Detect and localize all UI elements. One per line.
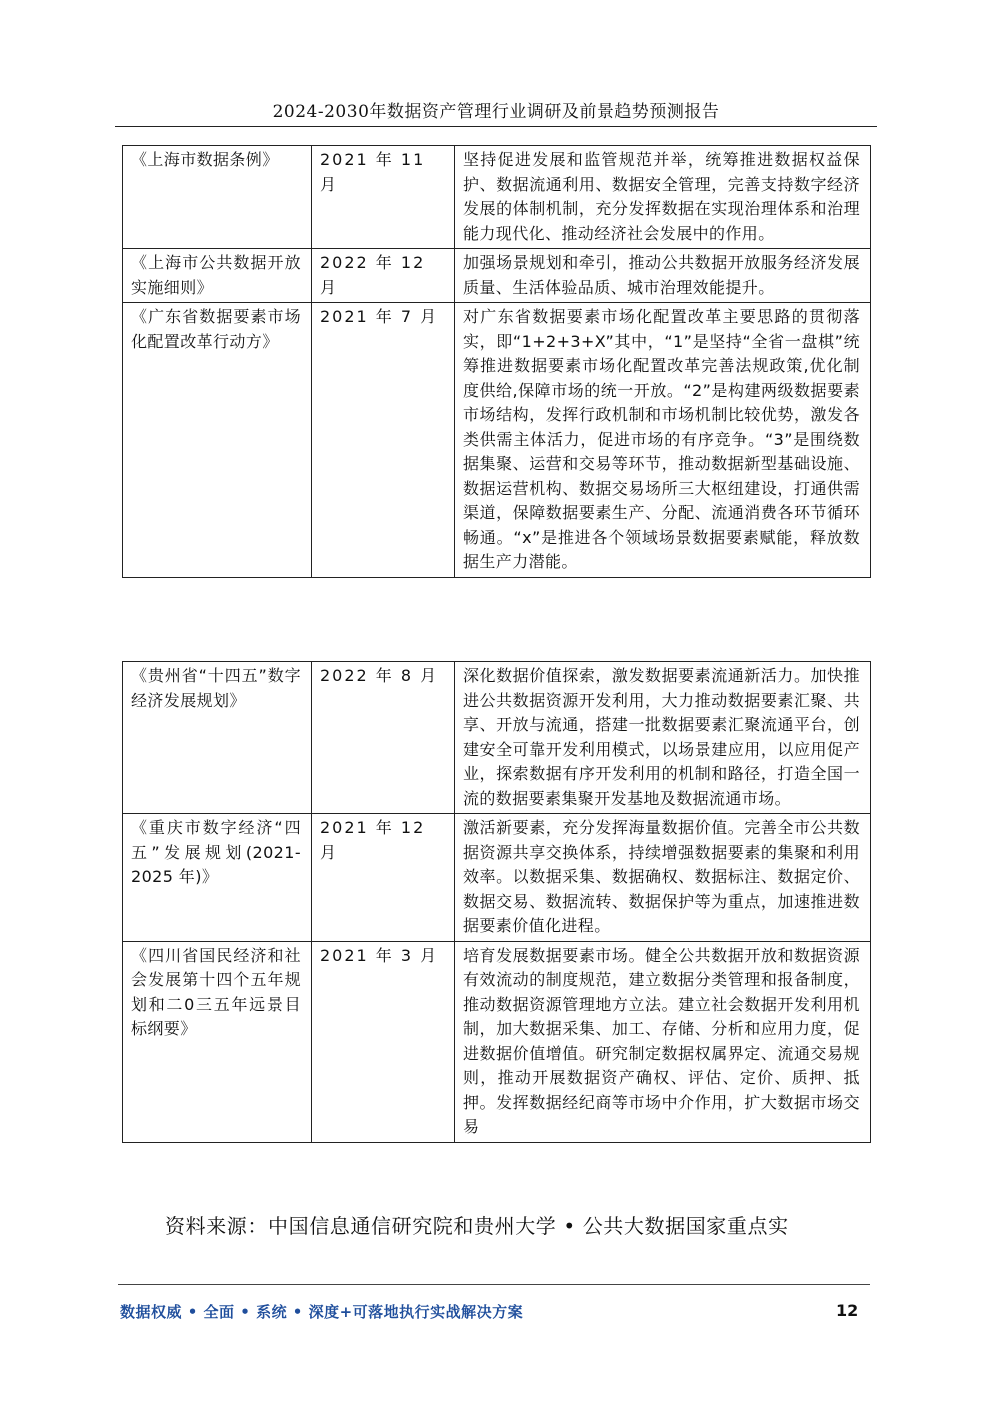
policy-name-cell: 《重庆市数字经济“四五”发展规划(2021-2025 年)》 bbox=[123, 814, 312, 942]
page-header-title: 2024-2030年数据资产管理行业调研及前景趋势预测报告 bbox=[272, 102, 720, 122]
policy-date-cell: 2021 年 7 月 bbox=[312, 303, 455, 578]
table-row bbox=[123, 303, 871, 578]
table-row bbox=[123, 146, 871, 249]
policy-table-part-2 bbox=[122, 661, 871, 1143]
header-divider bbox=[115, 126, 877, 127]
footer-divider bbox=[118, 1284, 870, 1285]
policy-name-cell: 《贵州省“十四五”数字经济发展规划》 bbox=[123, 662, 312, 814]
policy-description-cell: 加强场景规划和牵引，推动公共数据开放服务经济发展质量、生活体验品质、城市治理效能提升。 bbox=[455, 249, 871, 303]
policy-description-cell: 激活新要素，充分发挥海量数据价值。完善全市公共数据资源共享交换体系，持续增强数据要素的集聚和利用效率。以数据采集、数据确权、数据标注、数据定价、数据交易、数据流转、数据保护等为重点，加速推进数据要素价值化进程。 bbox=[455, 814, 871, 942]
policy-date-cell: 2021 年 3 月 bbox=[312, 941, 455, 1142]
table-row bbox=[123, 941, 871, 1142]
policy-name-cell: 《上海市数据条例》 bbox=[123, 146, 312, 249]
page-number: 12 bbox=[836, 1301, 859, 1320]
policy-name-cell: 《上海市公共数据开放实施细则》 bbox=[123, 249, 312, 303]
policy-date-cell: 2021 年 11 月 bbox=[312, 146, 455, 249]
policy-date-cell: 2022 年 8 月 bbox=[312, 662, 455, 814]
policy-description-cell: 坚持促进发展和监管规范并举，统筹推进数据权益保护、数据流通利用、数据安全管理，完善支持数字经济发展的体制机制，充分发挥数据在实现治理体系和治理能力现代化、推动经济社会发展中的作用。 bbox=[455, 146, 871, 249]
policy-name-cell: 《广东省数据要素市场化配置改革行动方》 bbox=[123, 303, 312, 578]
policy-date-cell: 2022 年 12 月 bbox=[312, 249, 455, 303]
footer-slogan: 数据权威 • 全面 • 系统 • 深度+可落地执行实战解决方案 bbox=[120, 1303, 524, 1321]
policy-description-cell: 对广东省数据要素市场化配置改革主要思路的贯彻落实，即“1+2+3+X”其中，“1”是坚持“全省一盘棋”统筹推进数据要素市场化配置改革完善法规政策,优化制度供给,保障市场的统一开放。“2”是构建两级数据要素市场结构，发挥行政机制和市场机制比较优势，激发各类供需主体活力，促进市场的有序竞争。“3”是围绕数据集聚、运营和交易等环节，推动数据新型基础设施、数据运营机构、数据交易场所三大枢纽建设，打通供需渠道，保障数据要素生产、分配、流通消费各环节循环畅通。“x”是推进各个领域场景数据要素赋能，释放数据生产力潜能。 bbox=[455, 303, 871, 578]
policy-table-part-1 bbox=[122, 145, 871, 578]
policy-description-cell: 深化数据价值探索，激发数据要素流通新活力。加快推进公共数据资源开发利用，大力推动数据要素汇聚、共享、开放与流通，搭建一批数据要素汇聚流通平台，创建安全可靠开发利用模式，以场景建应用，以应用促产业，探索数据有序开发利用的机制和路径，打造全国一流的数据要素集聚开发基地及数据流通市场。 bbox=[455, 662, 871, 814]
table-row bbox=[123, 249, 871, 303]
table-row bbox=[123, 662, 871, 814]
policy-date-cell: 2021 年 12 月 bbox=[312, 814, 455, 942]
table-row bbox=[123, 814, 871, 942]
policy-name-cell: 《四川省国民经济和社会发展第十四个五年规划和二0三五年远景目标纲要》 bbox=[123, 941, 312, 1142]
source-note: 资料来源：中国信息通信研究院和贵州大学 • 公共大数据国家重点实 bbox=[165, 1214, 789, 1238]
policy-description-cell: 培育发展数据要素市场。健全公共数据开放和数据资源有效流动的制度规范，建立数据分类管理和报备制度，推动数据资源管理地方立法。建立社会数据开发利用机制，加大数据采集、加工、存储、分析和应用力度，促进数据价值增值。研究制定数据权属界定、流通交易规则，推动开展数据资产确权、评估、定价、质押、抵押。发挥数据经纪商等市场中介作用，扩大数据市场交易 bbox=[455, 941, 871, 1142]
